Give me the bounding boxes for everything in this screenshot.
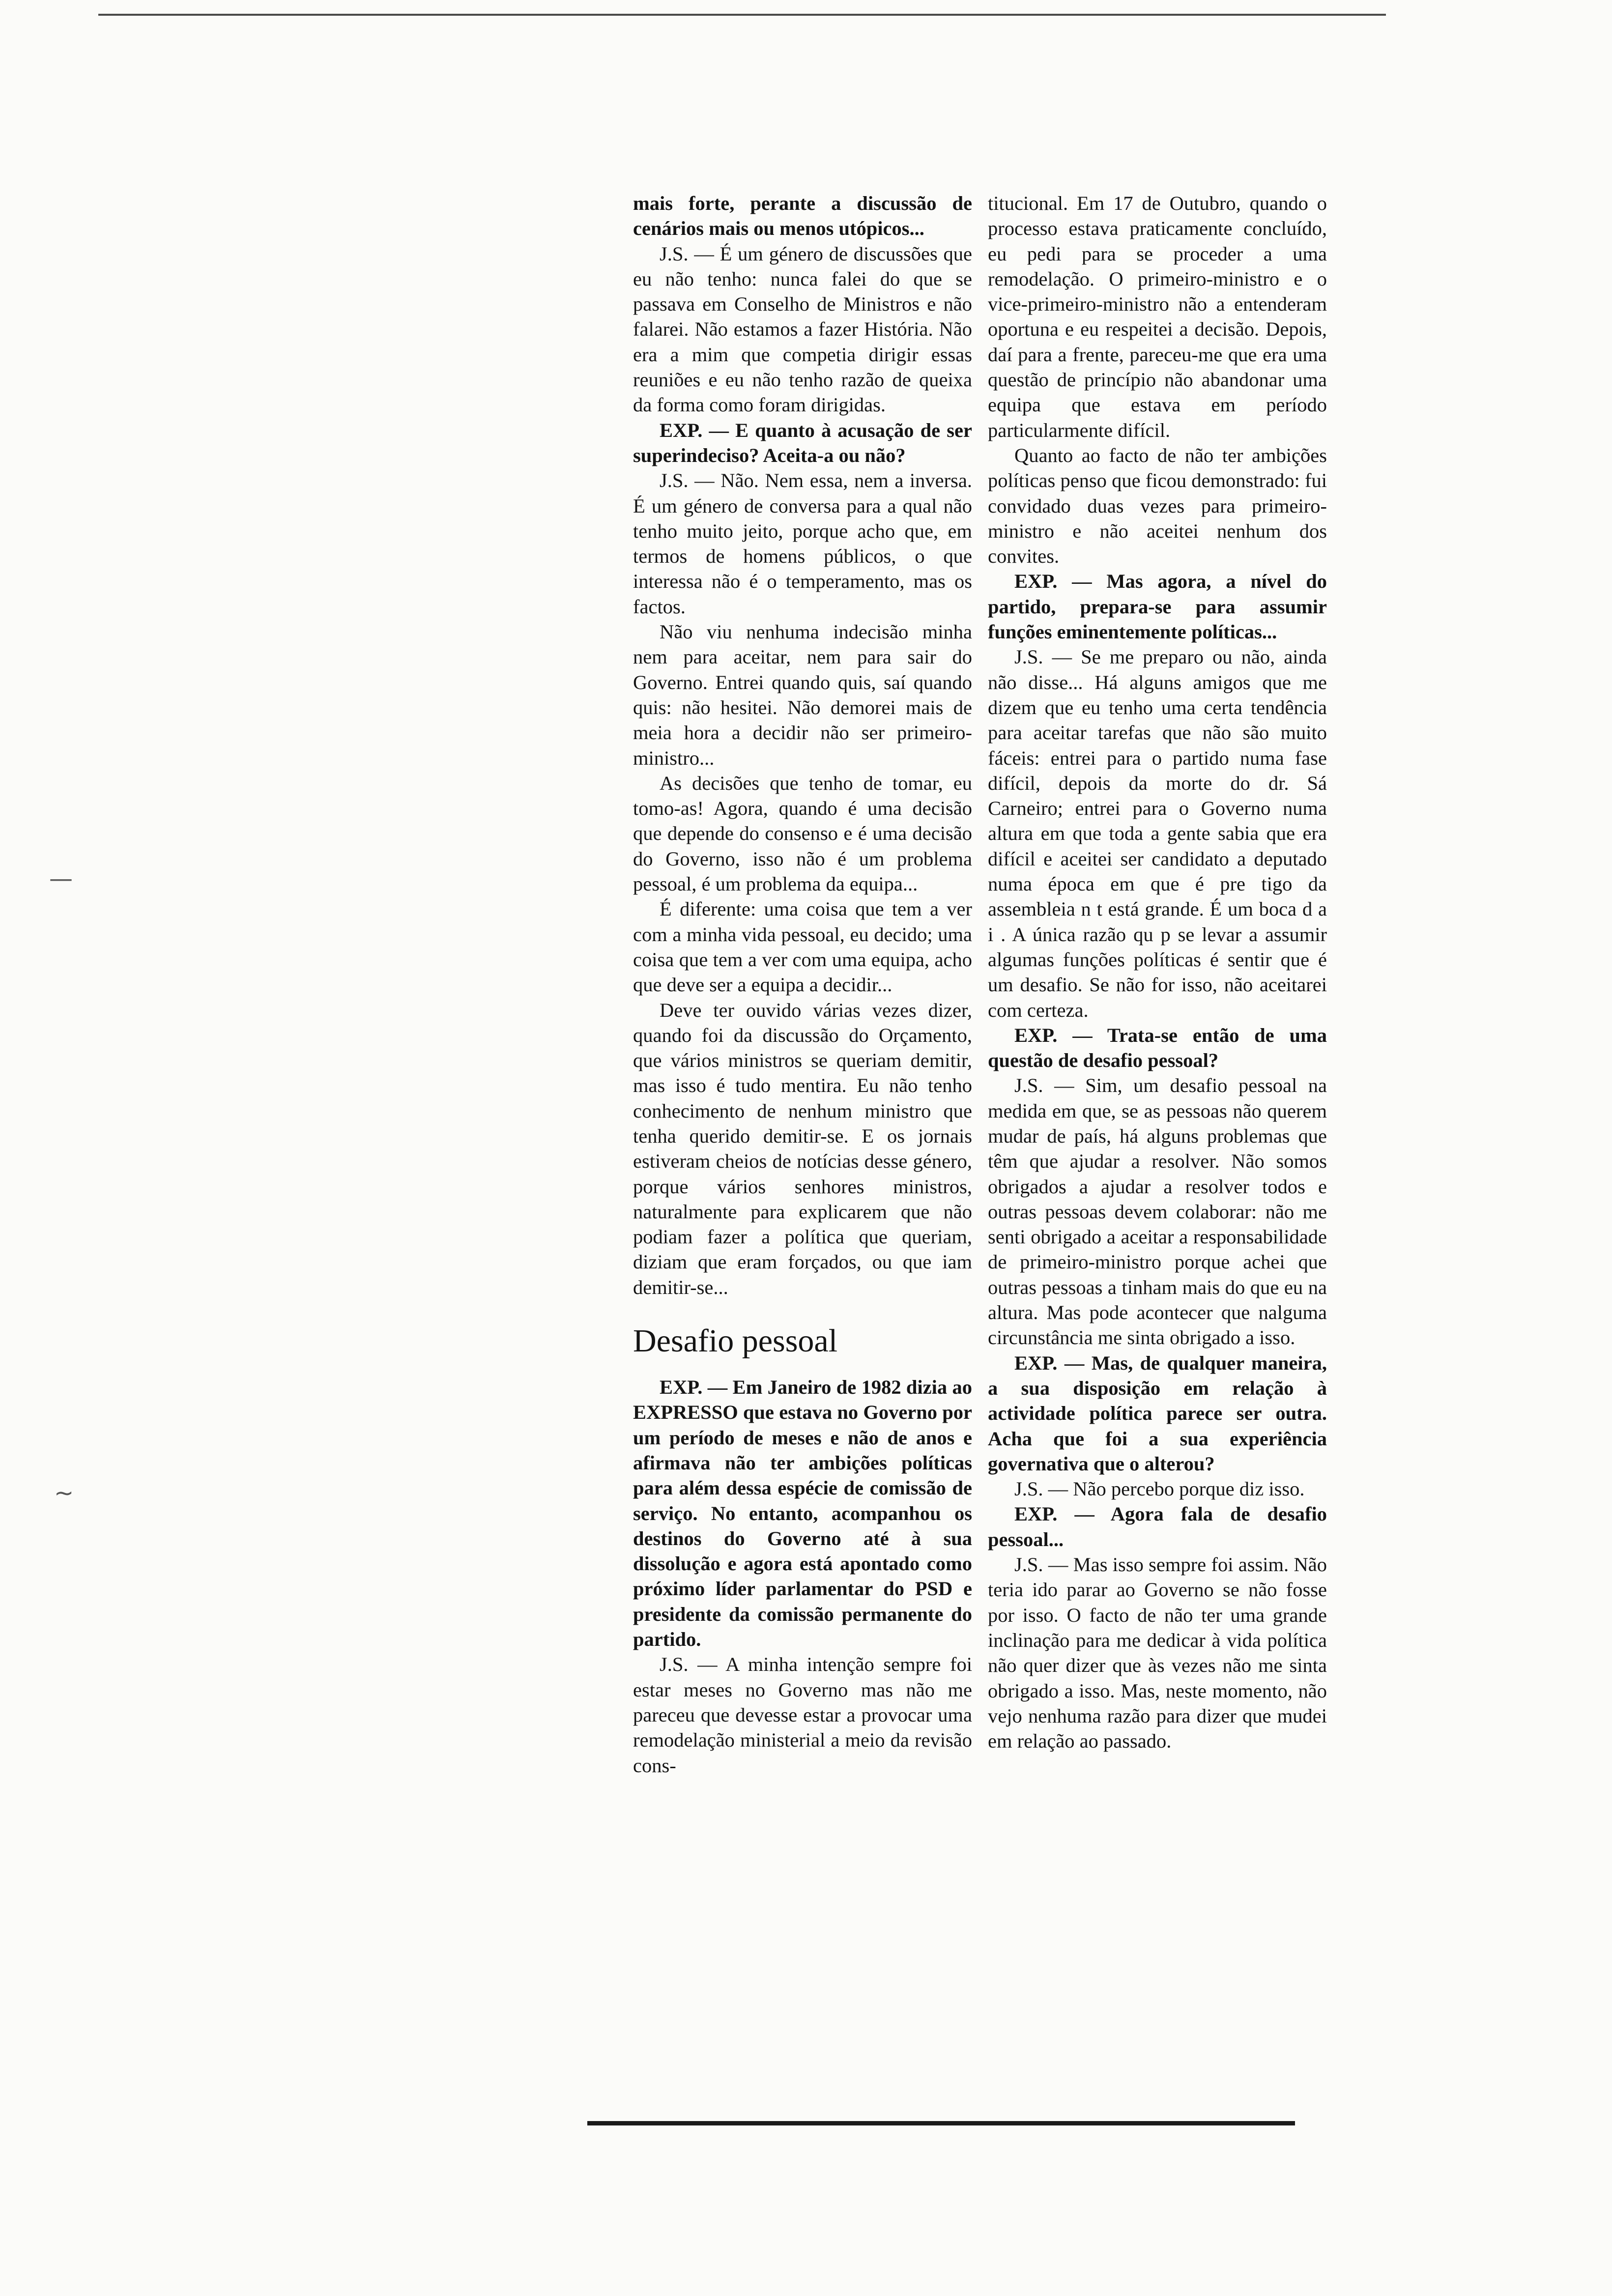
article-column-left — [633, 191, 972, 1778]
question-text: EXP. — E quanto à acusação de ser superindeciso? Aceita-a ou não? — [633, 419, 972, 466]
bottom-rule — [587, 2121, 1295, 2125]
answer-text: J.S. — Mas isso sempre foi assim. Não teria ido parar ao Governo se não fosse por isso. O facto de não ter uma grande inclinação para me dedicar à vida política não quer dizer que às vezes não me sinta obrigado a isso. Mas, neste momento, não vejo nenhuma razão para dizer que mudei em relação ao passado. — [988, 1553, 1327, 1752]
scan-mark: ~ — [54, 1479, 74, 1507]
article-column-right — [988, 191, 1327, 1753]
answer-text: Não viu nenhuma indecisão minha nem para aceitar, nem para sair do Governo. Entrei quando quis, saí quando quis: não hesitei. Não demorei mais de meia hora a decidir não ser primeiro-ministro... — [633, 621, 972, 769]
section-heading: Desafio pessoal — [633, 1323, 838, 1359]
question-text: EXP. — Mas, de qualquer maneira, a sua disposição em relação à actividade política parece ser outra. Acha que foi a sua experiência governativa que o alterou? — [988, 1351, 1327, 1475]
answer-text: As decisões que tenho de tomar, eu tomo-as! Agora, quando é uma decisão que depende do consenso e é uma decisão do Governo, isso não é um problema pessoal, é um problema da equipa... — [633, 772, 972, 895]
scan-mark: — — [49, 865, 73, 892]
answer-text: titucional. Em 17 de Outubro, quando o processo estava praticamente concluído, eu pedi para se proceder a uma remodelação. O primeiro-ministro e o vice-primeiro-ministro não a entenderam oportuna e eu respeitei a decisão. Depois, daí para a frente, pareceu-me que era uma questão de princípio não abandonar uma equipa que estava em período particularmente difícil. — [988, 192, 1327, 441]
question-text: EXP. — Agora fala de desafio pessoal... — [988, 1503, 1327, 1550]
question-text: EXP. — Em Janeiro de 1982 dizia ao EXPRESSO que estava no Governo por um período de meses e não de anos e afirmava não ter ambições políticas para além dessa espécie de comissão de serviço. No entanto, acompanhou os destinos do Governo até à sua dissolução e agora está apontado como próximo líder parlamentar do PSD e presidente da comissão permanente do partido. — [633, 1376, 972, 1651]
answer-text: J.S. — Não. Nem essa, nem a inversa. É um género de conversa para a qual não tenho muito jeito, porque acho que, em termos de homens públicos, o que interessa não é o temperamento, mas os factos. — [633, 469, 972, 618]
answer-text: J.S. — Sim, um desafio pessoal na medida em que, se as pessoas não querem mudar de país, há alguns problemas que têm que ajudar a resolver. Não somos obrigados a ajudar a resolver todos e outras pessoas devem colaborar: não me senti obrigado a aceitar a responsabilidade de primeiro-ministro porque achei que outras pessoas a tinham mais do que eu na altura. Mas pode acontecer que nalguma circunstância me sinta obrigado a isso. — [988, 1074, 1327, 1349]
top-scan-rule — [98, 14, 1386, 16]
answer-text: Deve ter ouvido várias vezes dizer, quando foi da discussão do Orçamento, que vários ministros se queriam demitir, mas isso é tudo mentira. Eu não tenho conhecimento de nenhum ministro que tenha querido demitir-se. E os jornais estiveram cheios de notícias desse género, porque vários senhores ministros, naturalmente para explicarem que não podiam fazer a política que queriam, diziam que eram forçados, ou que iam demitir-se... — [633, 999, 972, 1298]
question-text: EXP. — Mas agora, a nível do partido, prepara-se para assumir funções eminentemente políticas... — [988, 570, 1327, 643]
answer-text: J.S. — Não percebo porque diz isso. — [1014, 1478, 1305, 1500]
answer-text: J.S. — É um género de discussões que eu não tenho: nunca falei do que se passava em Conselho de Ministros e não falarei. Não estamos a fazer História. Não era a mim que competia dirigir essas reuniões e eu não tenho razão de queixa da forma como foram dirigidas. — [633, 242, 972, 416]
answer-text: É diferente: uma coisa que tem a ver com a minha vida pessoal, eu decido; uma coisa que tem a ver com uma equipa, acho que deve ser a equipa a decidir... — [633, 898, 972, 996]
answer-text: Quanto ao facto de não ter ambições políticas penso que ficou demonstrado: fui convidado duas vezes para primeiro-ministro e não aceitei nenhum dos convites. — [988, 444, 1327, 568]
question-text: EXP. — Trata-se então de uma questão de desafio pessoal? — [988, 1024, 1327, 1072]
question-text: mais forte, perante a discussão de cenários mais ou menos utópicos... — [633, 192, 972, 240]
answer-text: J.S. — A minha intenção sempre foi estar meses no Governo mas não me pareceu que devesse estar a provocar uma remodelação ministerial a meio da revisão cons- — [633, 1653, 972, 1777]
answer-text: J.S. — Se me preparo ou não, ainda não disse... Há alguns amigos que me dizem que eu tenho uma certa tendência para aceitar tarefas que não são muito fáceis: entrei para o partido numa fase difícil, depois da morte do dr. Sá Carneiro; entrei para o Governo numa altura em que toda a gente sabia que era difícil e aceitei ser candidato a deputado numa época em que é pre tigo da assembleia n t está grande. É um boca d a i . A única razão qu p se levar a assumir algumas funções políticas é sentir que é um desafio. Se não for isso, não aceitarei com certeza. — [988, 646, 1327, 1021]
